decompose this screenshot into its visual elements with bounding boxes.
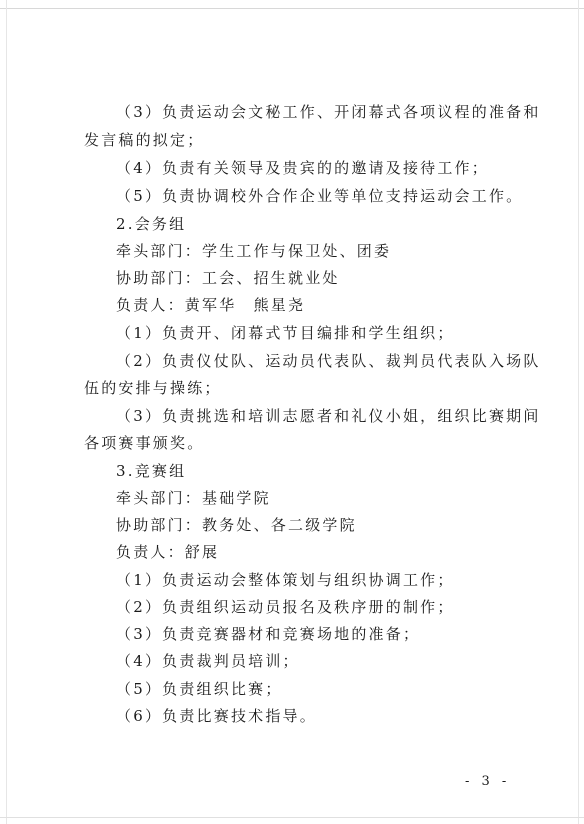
paragraph-line: （5）负责协调校外合作企业等单位支持运动会工作。 xyxy=(116,187,524,205)
paragraph-line: （4）负责裁判员培训； xyxy=(116,652,300,670)
paragraph-line: （1）负责开、闭幕式节目编排和学生组织； xyxy=(116,324,455,342)
paragraph-line: （5）负责组织比赛； xyxy=(116,680,283,698)
paragraph-line: 各项赛事颁奖。 xyxy=(84,434,205,452)
paragraph-line: 协助部门：教务处、各二级学院 xyxy=(116,516,357,534)
paragraph-line: （1）负责运动会整体策划与组织协调工作； xyxy=(116,571,455,589)
paragraph-line: 牵头部门：学生工作与保卫处、团委 xyxy=(116,242,392,260)
paragraph-line: （2）负责组织运动员报名及秩序册的制作； xyxy=(116,598,455,616)
paragraph-line: 负责人：黄军华 熊星尧 xyxy=(116,296,306,314)
paragraph-line: （3）负责运动会文秘工作、开闭幕式各项议程的准备和 xyxy=(116,103,541,121)
page-number: - 3 - xyxy=(465,774,511,789)
paragraph-line: （3）负责竞赛器材和竞赛场地的准备； xyxy=(116,625,421,643)
paragraph-line: 伍的安排与操练； xyxy=(84,379,222,397)
paragraph-line: 牵头部门：基础学院 xyxy=(116,489,271,507)
paragraph-line: （3）负责挑选和培训志愿者和礼仪小姐，组织比赛期间 xyxy=(116,407,541,425)
paragraph-line: 协助部门：工会、招生就业处 xyxy=(116,269,340,287)
section-heading: 3.竞赛组 xyxy=(116,462,187,480)
paragraph-line: （4）负责有关领导及贵宾的的邀请及接待工作； xyxy=(116,159,489,177)
section-heading: 2.会务组 xyxy=(116,215,187,233)
paragraph-line: 发言稿的拟定； xyxy=(84,131,205,149)
paragraph-line: 负责人：舒展 xyxy=(116,543,220,561)
paragraph-line: （6）负责比赛技术指导。 xyxy=(116,707,317,725)
paragraph-line: （2）负责仪仗队、运动员代表队、裁判员代表队入场队 xyxy=(116,352,541,370)
